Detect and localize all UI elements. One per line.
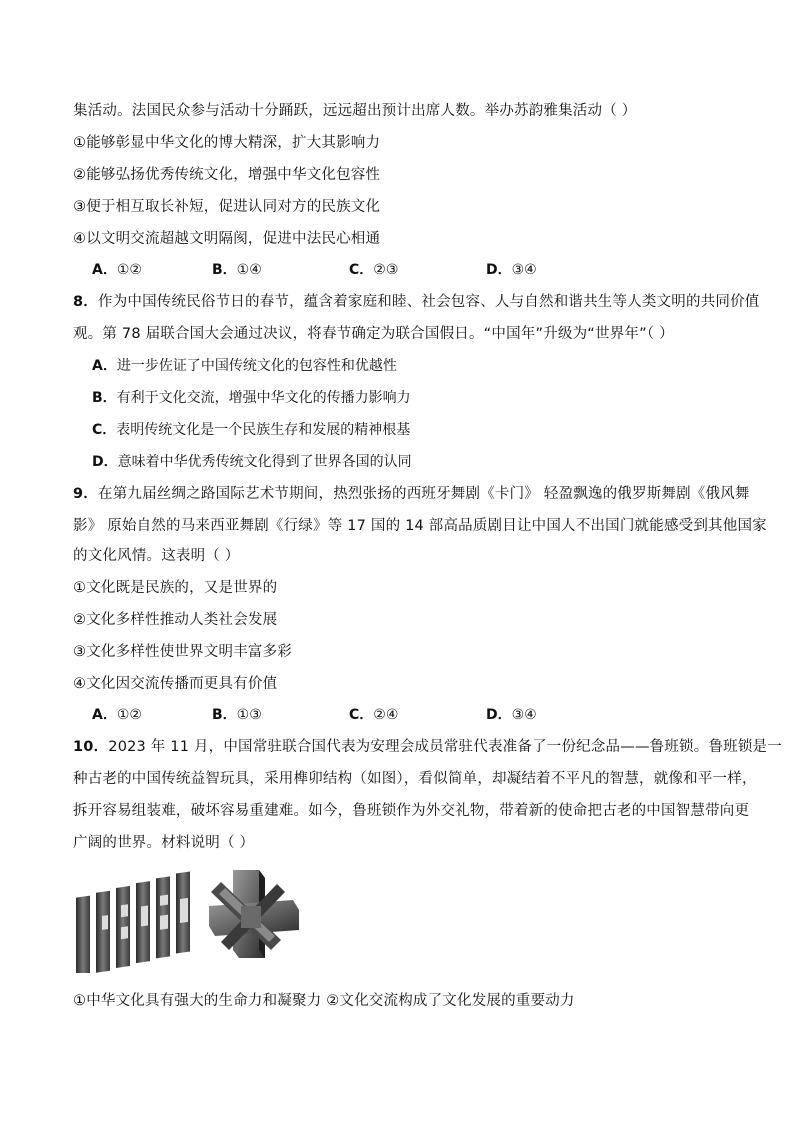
q7-statement-2: ②能够弘扬优秀传统文化，增强中华文化包容性 (73, 167, 381, 183)
q8-stem-line-2: 观。第 78 届联合国大会通过决议，将春节确定为联合国假日。“中国年”升级为“世界年”（ ） (73, 326, 674, 342)
q7-stem-continuation: 集活动。法国民众参与活动十分踊跃，远远超出预计出席人数。举办苏韵雅集活动（ ） (73, 103, 637, 119)
q7-option-d[interactable]: D．③④ (486, 262, 537, 278)
q8-option-d[interactable]: D．意味着中华优秀传统文化得到了世界各国的认同 (92, 454, 412, 470)
q7-statement-3: ③便于相互取长补短，促进认同对方的民族文化 (73, 199, 381, 215)
q10-number: 10． (73, 739, 109, 755)
q7-option-c[interactable]: C．②③ (349, 262, 399, 278)
q10-stem-line-4: 广阔的世界。材料说明（ ） (73, 835, 255, 851)
luban-lock-pieces (76, 872, 190, 973)
luban-lock-figure (73, 868, 318, 973)
q9-statement-4: ④文化因交流传播而更具有价值 (73, 676, 278, 692)
q9-number: 9． (73, 486, 98, 502)
q7-option-b[interactable]: B．①④ (212, 262, 262, 278)
q7-statement-4: ④以文明交流超越文明隔阂，促进中法民心相通 (73, 231, 381, 247)
q7-statement-1: ①能够彰显中华文化的博大精深，扩大其影响力 (73, 135, 381, 151)
q9-option-c[interactable]: C．②④ (349, 707, 399, 723)
q9-statement-3: ③文化多样性使世界文明丰富多彩 (73, 644, 292, 660)
q9-option-d[interactable]: D．③④ (486, 707, 537, 723)
q8-option-c[interactable]: C．表明传统文化是一个民族生存和发展的精神根基 (92, 422, 411, 438)
q10-stem-line-2: 种古老的中国传统益智玩具，采用榫卯结构（如图），看似简单，却凝结着不平凡的智慧，就像和平一样， (73, 771, 757, 787)
q8-option-a[interactable]: A．进一步佐证了中国传统文化的包容性和优越性 (92, 358, 397, 374)
q10-stem-line-1: 10．2023 年 11 月，中国常驻联合国代表为安理会成员常驻代表准备了一份纪念品——鲁班锁。鲁班锁是一 (73, 739, 782, 755)
q8-option-b[interactable]: B．有利于文化交流，增强中华文化的传播力影响力 (92, 390, 411, 406)
q9-option-a[interactable]: A．①② (92, 707, 142, 723)
q8-stem-line-1: 8．作为中国传统民俗节日的春节，蕴含着家庭和睦、社会包容、人与自然和谐共生等人类文明的共同价值 (73, 294, 760, 310)
q9-stem-line-1: 9．在第九届丝绸之路国际艺术节期间，热烈张扬的西班牙舞剧《卡门》 轻盈飘逸的俄罗斯舞剧《俄风舞 (73, 486, 750, 502)
q7-option-a[interactable]: A．①② (92, 262, 142, 278)
q9-option-b[interactable]: B．①③ (212, 707, 262, 723)
q10-statements-line: ①中华文化具有强大的生命力和凝聚力 ②文化交流构成了文化发展的重要动力 (73, 993, 575, 1009)
q9-stem-line-3: 的文化风情。这表明（ ） (73, 548, 240, 564)
q8-number: 8． (73, 294, 98, 310)
q9-statement-1: ①文化既是民族的，又是世界的 (73, 580, 278, 596)
q9-stem-line-2: 影》 原始自然的马来西亚舞剧《行绿》等 17 国的 14 部高品质剧目让中国人不出国门就能感受到其他国家 (73, 518, 767, 534)
q9-statement-2: ②文化多样性推动人类社会发展 (73, 612, 278, 628)
q10-stem-line-3: 拆开容易组装难，破坏容易重建难。如今，鲁班锁作为外交礼物，带着新的使命把古老的中国智慧带向更 (73, 803, 750, 819)
luban-lock-assembled (209, 870, 299, 958)
